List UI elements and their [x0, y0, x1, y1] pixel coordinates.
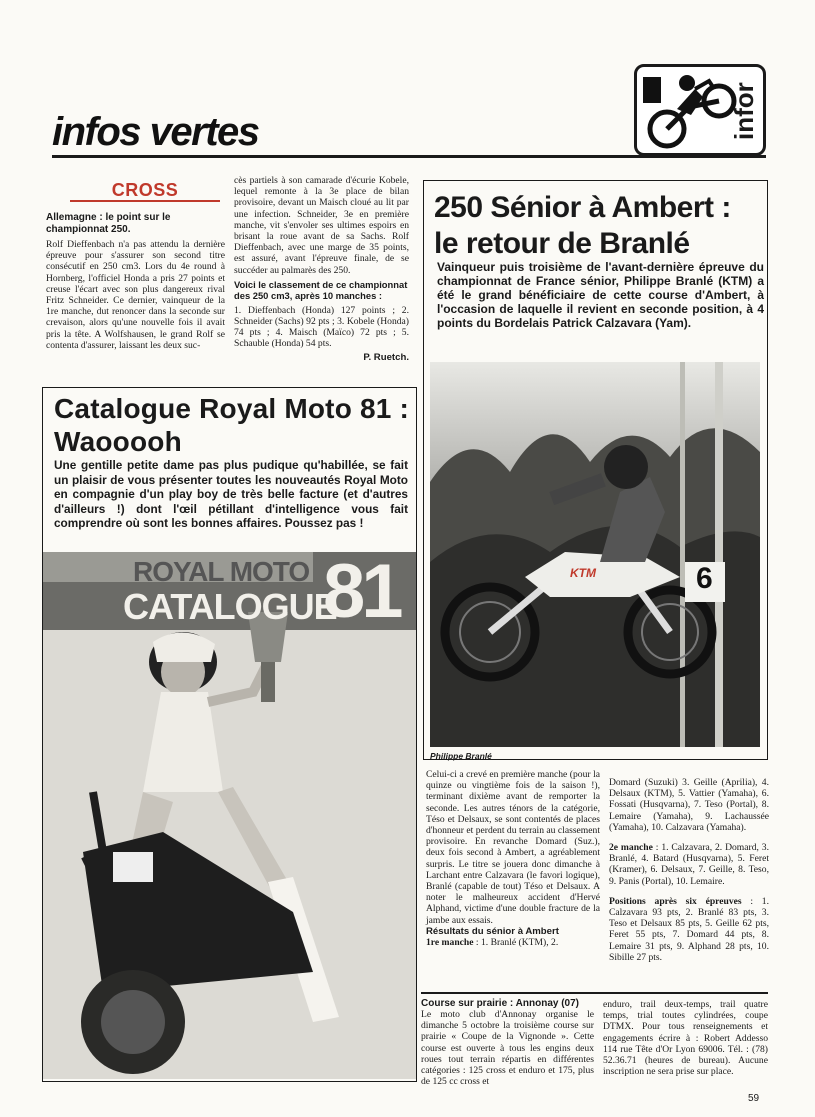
ambert-column-2 — [609, 777, 769, 963]
catalogue-year: 81 — [323, 552, 400, 634]
masthead-title: infos vertes — [52, 110, 259, 154]
catalogue-brand: ROYAL MOTO — [133, 556, 310, 587]
ambert-title — [434, 190, 764, 262]
catalogue-banner — [43, 552, 416, 632]
royal-title-line-2: Waooooh — [54, 426, 182, 457]
cross-column-2 — [234, 175, 409, 363]
ambert-body: Celui-ci a crevé en première manche (pour la quinze ou vingtième fois de la saison !), terminant dixième avant de remporter la seconde. Les autres ténors de la catégorie, Téso et Delsaux, se sont contentés de places d'honneur et perdent du terrain au classement provisoire. En revanche Domard (Suz.), deux fois second à Ambert, a agréablement surpris. Le titre se jouera donc dimanche à Larchant entre Calzavara (le favori logique), Branlé (capable de tout) Téso et Delsaux. A noter le malheureux accident d'Hervé Alphand, victime d'une double fracture de la jambe aux essais. — [426, 769, 600, 926]
manche-2-results: : 1. Calzavara, 2. Domard, 3. Branlé, 4. Batard (Husqvarna), 5. Feret (Kramer), 6. Delsaux, 7. Geille, 8. Teso, 9. Panis (Portal), 10. Lemaire. — [609, 842, 769, 887]
royal-title-line-1: Catalogue Royal Moto 81 : — [54, 393, 410, 424]
ambert-title-line-2: le retour de Branlé — [434, 227, 690, 260]
logo-text: infor — [729, 82, 759, 140]
rider-jump-illustration — [430, 362, 760, 747]
standings-heading: Voici le classement de ce championnat des 250 cm3, après 10 manches : — [234, 278, 408, 301]
cross-body-1: Rolf Dieffenbach n'a pas attendu la dernière épreuve pour s'assurer son second titre consécutif en 250 cm3. Lors du 4e round à Hornberg, l'officiel Honda a pris 27 points et creuse l'écart avec son plus dangereux rival Fritz Schneider. Ce dernier, vainqueur de la 1re manche, dut renoncer dans la seconde sur crevaison, alors qu'une nouvelle fois il avait pris la tête. A Wolfshausen, le grand Rolf se contenta d'assurer, laissant les deux suc- — [46, 239, 225, 351]
prairie-column-1: Le moto club d'Annonay organise le dimanche 5 octobre la troisième course sur prairie « Coupe de la Vignonde ». Cette course est ouverte à tous les engins deux roues tout terrain répartis en différentes catégories : 125 cross et enduro et 175, plus de 125 cc cross et — [421, 1009, 594, 1088]
ambert-rider-photo — [430, 362, 760, 747]
catalogue-cover-photo — [43, 552, 416, 1079]
infor-logo — [634, 64, 766, 156]
ambert-column-1 — [426, 769, 600, 948]
ambert-intro: Vainqueur puis troisième de l'avant-dernière épreuve du championnat de France sénior, Philippe Branlé (KTM) a été le grand bénéficiaire de cette course d'Ambert, à l'occasion de laquelle il revient en seconde position, à 4 points du Bordelais Patrick Calzavara (Yam). — [437, 260, 764, 330]
positions-results: : 1. Calzavara 93 pts, 2. Branlé 83 pts, 3. Teso et Delsaux 85 pts, 5. Geille 62 pts, Feret 55 pts, 7. Domard 44 pts, 8. Lemaire 31 pts, 9. Alphand 28 pts, 10. Sibille 27 pts. — [609, 895, 769, 963]
motocross-rider-icon — [637, 67, 737, 155]
bike-brand-label: KTM — [570, 566, 596, 580]
prairie-rule — [421, 992, 768, 994]
prairie-heading: Course sur prairie : Annonay (07) — [421, 998, 579, 1009]
royal-moto-title — [54, 392, 414, 458]
manche-1-results-cont: Domard (Suzuki) 3. Geille (Aprilia), 4. Delsaux (KTM), 5. Vattier (Yamaha), 6. Fossati (Husqvarna), 7. Teso (Portal), 8. Lemaire (Yamaha), 9. Lachaussée (Yamaha), 10. Calzavara (Yamaha). — [609, 777, 769, 833]
catalogue-word: CATALOGUE — [123, 586, 337, 627]
manche-1-results: : 1. Branlé (KTM), 2. — [473, 936, 559, 948]
cross-column-1 — [46, 212, 225, 351]
bike-number-plate: 6 — [696, 562, 713, 595]
standings-list: 1. Dieffenbach (Honda) 127 points ; 2. Schneider (Sachs) 92 pts ; 3. Kobele (Honda) 74 pts ; 4. Maisch (Maïco) 72 pts ; 5. Schauble (Honda) 54 pts. — [234, 304, 409, 350]
manche-1-label: 1re manche — [426, 936, 474, 948]
cross-heading: CROSS — [111, 180, 179, 200]
positions-label: Positions après six épreuves — [609, 895, 742, 907]
manche-2-label: 2e manche — [609, 842, 653, 854]
page-number: 59 — [748, 1093, 760, 1104]
royal-moto-intro: Une gentille petite dame pas plus pudique qu'habillée, se fait un plaisir de vous présenter toutes les nouveautés Royal Moto en compagnie d'un play boy de très belle facture (et d'autres d'ailleurs !) dont l'œil pétillant d'intelligence vous fait comprendre où sont les bonnes affaires. Poussez pas ! — [54, 458, 408, 530]
cross-heading-rule — [70, 200, 220, 202]
ambert-title-line-1: 250 Sénior à Ambert : — [434, 191, 731, 224]
photo-caption: Philippe Branlé — [430, 751, 492, 761]
ambert-results-heading: Résultats du sénior à Ambert — [426, 925, 559, 937]
author-signature: P. Ruetch. — [363, 351, 409, 363]
cross-subhead: Allemagne : le point sur le championnat 250. — [46, 212, 171, 235]
prairie-column-2: enduro, trail deux-temps, trail quatre temps, trial toutes cylindrées, coupe DTMX. Pour tous renseignements et engagements écrire à : Robert Addesso 114 rue Tête d'Or Lyon 69006. Tél. : (78) 52.36.71 (heures de bureau). Aucune inscription ne sera prise sur place. — [603, 999, 768, 1078]
cross-body-2: cès partiels à son camarade d'écurie Kobele, lequel remonte à la 3e place de bilan provisoire, devant un Maisch cloué au lit par une infection. Schneider, 3e en première manche, vit s'envoler ses ultimes espoirs en brisant la roue avant de sa Sachs. Rolf Dieffenbach, avec une marge de 35 points, est assuré, avant l'épreuve finale, de se succéder au palmarès des 250. — [234, 175, 409, 276]
